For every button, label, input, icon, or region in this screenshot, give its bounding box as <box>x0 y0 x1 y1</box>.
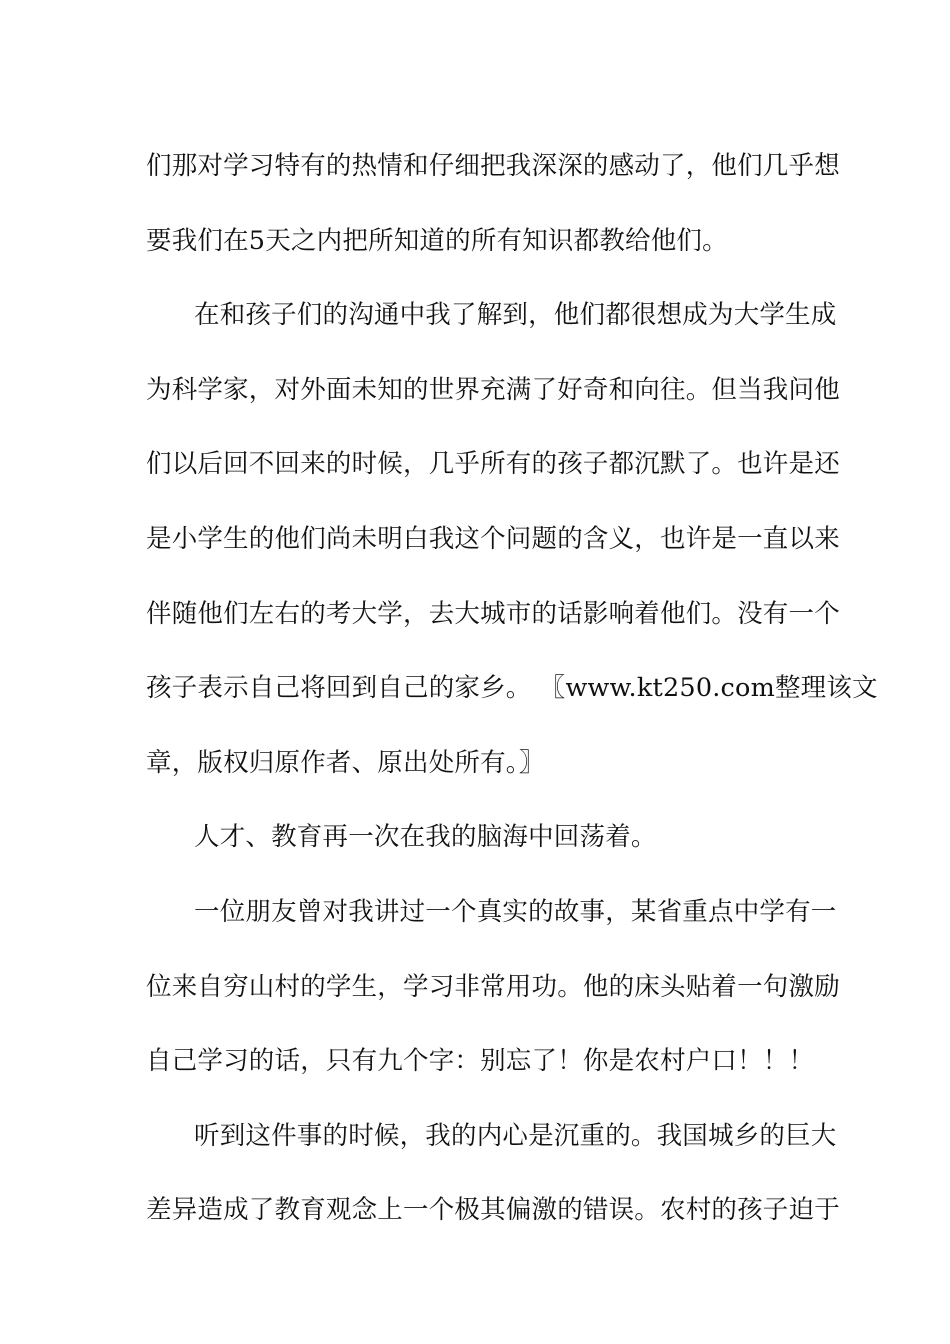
paragraph-first-line: 人才、教育再一次在我的脑海中回荡着。 <box>194 822 657 853</box>
text-line: 章，版权归原作者、原出处所有。〗 <box>146 747 545 778</box>
text-line: 位来自穷山村的学生，学习非常用功。他的床头贴着一句激励 <box>146 971 840 1002</box>
body-text <box>146 129 878 1248</box>
text-line: 们那对学习特有的热情和仔细把我深深的感动了，他们几乎想 <box>146 151 840 181</box>
text-line: 要我们在5天之内把所知道的所有知识都教给他们。 <box>146 225 728 256</box>
text-line: 伴随他们左右的考大学，去大城市的话影响着他们。没有一个 <box>146 598 840 629</box>
paragraph-first-line: 在和孩子们的沟通中我了解到，他们都很想成为大学生成 <box>194 300 837 331</box>
text-line: 为科学家，对外面未知的世界充满了好奇和向往。但当我问他 <box>146 374 840 405</box>
paragraph-first-line: 听到这件事的时候，我的内心是沉重的。我国城乡的巨大 <box>194 1120 837 1151</box>
text-line: 们以后回不回来的时候，几乎所有的孩子都沉默了。也许是还 <box>146 449 840 480</box>
text-line: 孩子表示自己将回到自己的家乡。 〖www.kt250.com整理该文 <box>146 673 878 704</box>
paragraph-first-line: 一位朋友曾对我讲过一个真实的故事，某省重点中学有一 <box>194 896 837 927</box>
text-line: 自己学习的话，只有九个字：别忘了！你是农村户口！！！ <box>146 1046 815 1077</box>
text-line: 差异造成了教育观念上一个极其偏激的错误。农村的孩子迫于 <box>146 1195 840 1226</box>
text-line: 是小学生的他们尚未明白我这个问题的含义，也许是一直以来 <box>146 523 840 554</box>
